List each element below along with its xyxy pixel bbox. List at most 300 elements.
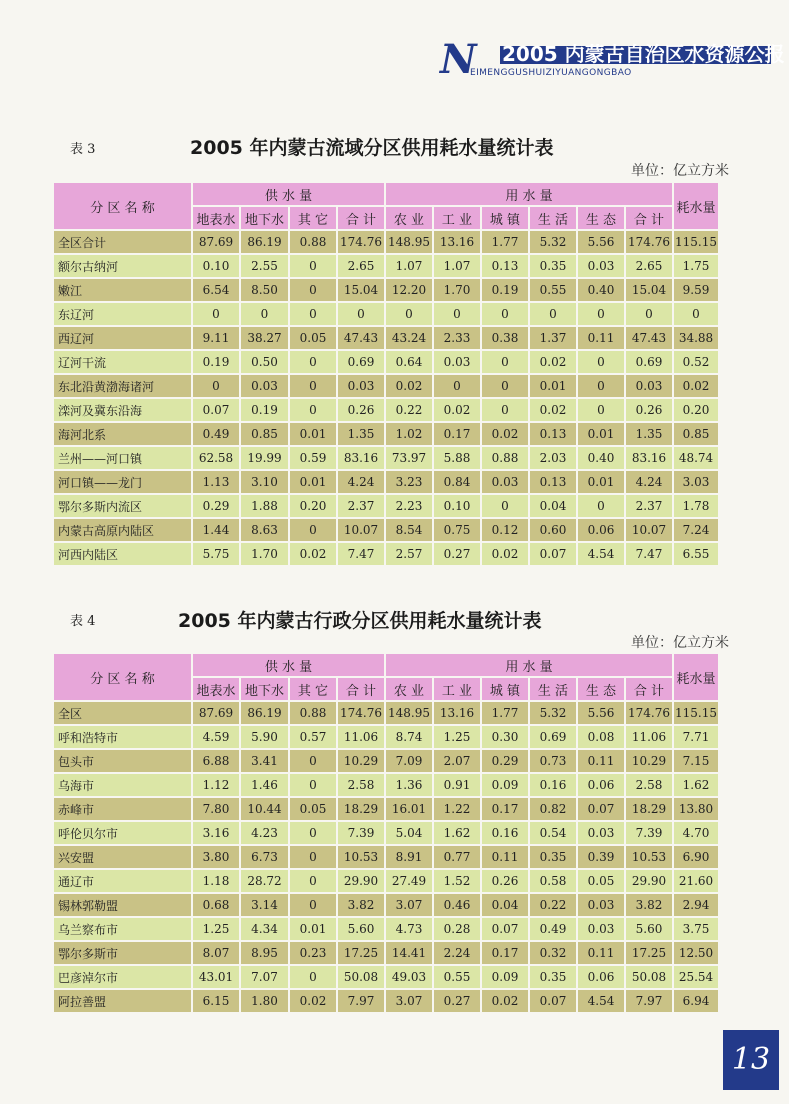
table-cell: 0.19 [193, 351, 239, 373]
table-cell: 2.58 [338, 774, 384, 796]
table-cell: 0.08 [578, 726, 624, 748]
table-cell: 0.03 [434, 351, 480, 373]
table-cell: 5.90 [241, 726, 288, 748]
table-cell: 0.19 [241, 399, 288, 421]
table-cell: 0.77 [434, 846, 480, 868]
table-cell: 6.55 [674, 543, 718, 565]
table-row [54, 942, 718, 964]
table-cell: 0.10 [434, 495, 480, 517]
table-cell: 47.43 [338, 327, 384, 349]
table-cell: 7.09 [386, 750, 432, 772]
table-cell: 0.02 [290, 990, 336, 1012]
table-cell: 0.09 [482, 966, 528, 988]
table-row [54, 423, 718, 445]
table-cell: 0 [578, 303, 624, 325]
table-cell: 48.74 [674, 447, 718, 469]
table-cell: 1.36 [386, 774, 432, 796]
table-cell: 0.11 [578, 942, 624, 964]
table-cell: 0.03 [338, 375, 384, 397]
table-cell: 5.75 [193, 543, 239, 565]
table-row [54, 255, 718, 277]
table-cell: 0.88 [290, 231, 336, 253]
table-cell: 6.73 [241, 846, 288, 868]
table-cell: 1.78 [674, 495, 718, 517]
row-region-name: 包头市 [54, 750, 191, 772]
table-cell: 0.49 [193, 423, 239, 445]
table-cell: 0.16 [530, 774, 576, 796]
table-cell: 2.94 [674, 894, 718, 916]
table-cell: 8.95 [241, 942, 288, 964]
row-region-name: 兰州——河口镇 [54, 447, 191, 469]
table-cell: 0.22 [386, 399, 432, 421]
col-header-use: 生 活 [530, 207, 576, 229]
table-cell: 0.35 [530, 846, 576, 868]
table-row [54, 375, 718, 397]
table-cell: 1.70 [241, 543, 288, 565]
col-header-supply: 地表水 [193, 678, 239, 700]
table-row [54, 327, 718, 349]
table-cell: 1.88 [241, 495, 288, 517]
table-cell: 3.82 [626, 894, 672, 916]
table-cell: 0 [386, 303, 432, 325]
table-cell: 0.11 [578, 750, 624, 772]
table-cell: 0.06 [578, 966, 624, 988]
table-cell: 0.82 [530, 798, 576, 820]
table-cell: 0.55 [530, 279, 576, 301]
table-cell: 0.07 [193, 399, 239, 421]
table-cell: 0 [290, 966, 336, 988]
table-cell: 34.88 [674, 327, 718, 349]
table-row [54, 894, 718, 916]
row-region-name: 巴彦淖尔市 [54, 966, 191, 988]
table-cell: 11.06 [338, 726, 384, 748]
col-header-region-name: 分 区 名 称 [54, 654, 191, 700]
table-cell: 0.52 [674, 351, 718, 373]
table-cell: 6.15 [193, 990, 239, 1012]
table-cell: 50.08 [338, 966, 384, 988]
col-header-use: 农 业 [386, 678, 432, 700]
table-cell: 0.05 [578, 870, 624, 892]
row-region-name: 滦河及冀东沿海 [54, 399, 191, 421]
table-cell: 1.07 [434, 255, 480, 277]
col-header-use: 城 镇 [482, 678, 528, 700]
table-cell: 6.54 [193, 279, 239, 301]
table-cell: 17.25 [338, 942, 384, 964]
table-cell: 6.94 [674, 990, 718, 1012]
table-cell: 2.23 [386, 495, 432, 517]
table-cell: 0.20 [674, 399, 718, 421]
table-cell: 27.49 [386, 870, 432, 892]
table-cell: 2.33 [434, 327, 480, 349]
table-cell: 0.60 [530, 519, 576, 541]
table-cell: 38.27 [241, 327, 288, 349]
table-cell: 4.54 [578, 990, 624, 1012]
table-cell: 0.49 [530, 918, 576, 940]
table-cell: 1.37 [530, 327, 576, 349]
table-cell: 7.07 [241, 966, 288, 988]
table-cell: 0 [338, 303, 384, 325]
table-cell: 8.50 [241, 279, 288, 301]
table-cell: 1.62 [434, 822, 480, 844]
table-cell: 17.25 [626, 942, 672, 964]
table-cell: 0 [290, 351, 336, 373]
row-region-name: 乌兰察布市 [54, 918, 191, 940]
table-cell: 2.57 [386, 543, 432, 565]
table-cell: 0 [290, 894, 336, 916]
table-cell: 148.95 [386, 231, 432, 253]
table-cell: 3.82 [338, 894, 384, 916]
table-cell: 3.16 [193, 822, 239, 844]
table-cell: 47.43 [626, 327, 672, 349]
col-header-supply: 合 计 [338, 678, 384, 700]
table-cell: 5.32 [530, 231, 576, 253]
table-cell: 0 [578, 399, 624, 421]
table-cell: 0 [482, 351, 528, 373]
row-region-name: 嫩江 [54, 279, 191, 301]
table-cell: 0.01 [290, 423, 336, 445]
table3-flow-basin [52, 181, 720, 567]
table-cell: 1.70 [434, 279, 480, 301]
table-row [54, 702, 718, 724]
table-cell: 0.05 [290, 798, 336, 820]
table-cell: 0.88 [482, 447, 528, 469]
table-cell: 19.99 [241, 447, 288, 469]
table-row [54, 495, 718, 517]
table-cell: 0 [290, 846, 336, 868]
table-cell: 3.03 [674, 471, 718, 493]
table-cell: 10.44 [241, 798, 288, 820]
table-cell: 0.29 [482, 750, 528, 772]
table-cell: 0.20 [290, 495, 336, 517]
table-cell: 0.02 [482, 990, 528, 1012]
table-cell: 1.62 [674, 774, 718, 796]
table-cell: 10.07 [338, 519, 384, 541]
col-group-water-supply: 供 水 量 [193, 654, 384, 676]
table-cell: 0.73 [530, 750, 576, 772]
table-row [54, 447, 718, 469]
table-cell: 9.11 [193, 327, 239, 349]
col-header-use: 工 业 [434, 207, 480, 229]
table-cell: 0.19 [482, 279, 528, 301]
table-cell: 115.15 [674, 231, 718, 253]
table-cell: 12.50 [674, 942, 718, 964]
table-cell: 0.13 [530, 471, 576, 493]
table-cell: 1.07 [386, 255, 432, 277]
table-cell: 3.23 [386, 471, 432, 493]
table-cell: 13.16 [434, 702, 480, 724]
table-cell: 11.06 [626, 726, 672, 748]
table-cell: 0 [434, 303, 480, 325]
col-header-supply: 合 计 [338, 207, 384, 229]
table-cell: 14.41 [386, 942, 432, 964]
table-cell: 4.23 [241, 822, 288, 844]
table-cell: 1.12 [193, 774, 239, 796]
table-cell: 7.97 [338, 990, 384, 1012]
row-region-name: 东北沿黄渤海诸河 [54, 375, 191, 397]
table-cell: 0 [578, 351, 624, 373]
table-cell: 0.07 [578, 798, 624, 820]
table-cell: 16.01 [386, 798, 432, 820]
table-cell: 7.39 [626, 822, 672, 844]
table-row [54, 726, 718, 748]
table-row [54, 231, 718, 253]
table-cell: 0 [482, 495, 528, 517]
table-cell: 0 [290, 399, 336, 421]
table-cell: 4.59 [193, 726, 239, 748]
table-cell: 12.20 [386, 279, 432, 301]
publication-header [440, 38, 789, 88]
table-cell: 1.25 [193, 918, 239, 940]
table-row [54, 750, 718, 772]
row-region-name: 赤峰市 [54, 798, 191, 820]
table-cell: 0.26 [338, 399, 384, 421]
table-cell: 0.03 [626, 375, 672, 397]
table-row [54, 399, 718, 421]
table-cell: 0.17 [434, 423, 480, 445]
table-cell: 0.55 [434, 966, 480, 988]
col-group-water-supply: 供 水 量 [193, 183, 384, 205]
table-cell: 15.04 [626, 279, 672, 301]
table-cell: 0.01 [578, 423, 624, 445]
table-cell: 1.52 [434, 870, 480, 892]
row-region-name: 阿拉善盟 [54, 990, 191, 1012]
table-cell: 0.91 [434, 774, 480, 796]
table-cell: 1.75 [674, 255, 718, 277]
table-cell: 8.63 [241, 519, 288, 541]
col-header-supply: 其 它 [290, 207, 336, 229]
table-cell: 62.58 [193, 447, 239, 469]
table-cell: 2.58 [626, 774, 672, 796]
table-cell: 7.97 [626, 990, 672, 1012]
table-cell: 174.76 [626, 702, 672, 724]
col-header-water-consumption: 耗水量 [674, 654, 718, 700]
table-cell: 83.16 [338, 447, 384, 469]
table-row [54, 774, 718, 796]
table-cell: 0.02 [530, 351, 576, 373]
table-cell: 21.60 [674, 870, 718, 892]
table-cell: 0.06 [578, 519, 624, 541]
row-region-name: 呼和浩特市 [54, 726, 191, 748]
row-region-name: 鄂尔多斯市 [54, 942, 191, 964]
table3-label: 表 3 [70, 142, 96, 157]
table-cell: 28.72 [241, 870, 288, 892]
table-cell: 0 [193, 375, 239, 397]
row-region-name: 海河北系 [54, 423, 191, 445]
table-cell: 0.07 [530, 990, 576, 1012]
table-cell: 0.02 [290, 543, 336, 565]
table-cell: 0.16 [482, 822, 528, 844]
row-region-name: 辽河干流 [54, 351, 191, 373]
table-cell: 0.06 [578, 774, 624, 796]
table-cell: 3.07 [386, 894, 432, 916]
col-header-region-name: 分 区 名 称 [54, 183, 191, 229]
table-cell: 0.03 [578, 894, 624, 916]
table-cell: 86.19 [241, 702, 288, 724]
table-cell: 43.01 [193, 966, 239, 988]
table-cell: 0.27 [434, 543, 480, 565]
table-cell: 0.75 [434, 519, 480, 541]
table-cell: 2.03 [530, 447, 576, 469]
table-cell: 10.53 [338, 846, 384, 868]
table-cell: 0.02 [434, 399, 480, 421]
table-cell: 0.69 [626, 351, 672, 373]
table-cell: 0.64 [386, 351, 432, 373]
col-header-supply: 地下水 [241, 678, 288, 700]
table3-title: 2005 年内蒙古流域分区供用耗水量统计表 [190, 137, 554, 159]
table-cell: 0.54 [530, 822, 576, 844]
col-header-supply: 地表水 [193, 207, 239, 229]
table4-title: 2005 年内蒙古行政分区供用耗水量统计表 [178, 610, 542, 632]
row-region-name: 呼伦贝尔市 [54, 822, 191, 844]
table-cell: 0 [578, 375, 624, 397]
table-cell: 1.02 [386, 423, 432, 445]
table-cell: 0.03 [241, 375, 288, 397]
table-cell: 0 [290, 303, 336, 325]
table-cell: 0.17 [482, 798, 528, 820]
table-cell: 0.29 [193, 495, 239, 517]
table-cell: 0.26 [626, 399, 672, 421]
table-cell: 29.90 [626, 870, 672, 892]
table-cell: 3.07 [386, 990, 432, 1012]
table-cell: 1.35 [338, 423, 384, 445]
col-header-supply: 其 它 [290, 678, 336, 700]
table-cell: 0.11 [578, 327, 624, 349]
table-row [54, 966, 718, 988]
table-row [54, 279, 718, 301]
table-cell: 0.38 [482, 327, 528, 349]
table-cell: 5.04 [386, 822, 432, 844]
table-cell: 1.77 [482, 702, 528, 724]
header-subtitle: EIMENGGUSHUIZIYUANGONGBAO [470, 68, 632, 78]
table-cell: 2.24 [434, 942, 480, 964]
table-cell: 115.15 [674, 702, 718, 724]
table-cell: 2.65 [626, 255, 672, 277]
table-cell: 5.56 [578, 702, 624, 724]
table-cell: 5.88 [434, 447, 480, 469]
table-cell: 8.07 [193, 942, 239, 964]
table-cell: 2.37 [626, 495, 672, 517]
table-cell: 43.24 [386, 327, 432, 349]
table-cell: 1.13 [193, 471, 239, 493]
col-header-use: 生 活 [530, 678, 576, 700]
table-cell: 7.47 [626, 543, 672, 565]
table-cell: 0.03 [578, 918, 624, 940]
table-cell: 0 [434, 375, 480, 397]
table-cell: 0 [530, 303, 576, 325]
table-cell: 0.02 [530, 399, 576, 421]
row-region-name: 乌海市 [54, 774, 191, 796]
table-cell: 29.90 [338, 870, 384, 892]
table-cell: 0 [674, 303, 718, 325]
table-cell: 8.91 [386, 846, 432, 868]
table-cell: 0.32 [530, 942, 576, 964]
table-cell: 0.35 [530, 966, 576, 988]
table-cell: 0.22 [530, 894, 576, 916]
table-cell: 4.24 [338, 471, 384, 493]
table-cell: 4.73 [386, 918, 432, 940]
table-cell: 0 [290, 279, 336, 301]
table-cell: 1.22 [434, 798, 480, 820]
table-cell: 15.04 [338, 279, 384, 301]
table-cell: 2.07 [434, 750, 480, 772]
table-cell: 0.09 [482, 774, 528, 796]
table-cell: 0.27 [434, 990, 480, 1012]
table-cell: 0.50 [241, 351, 288, 373]
table-cell: 7.15 [674, 750, 718, 772]
header-logo-letter: N [440, 36, 477, 83]
table-cell: 5.60 [338, 918, 384, 940]
table-cell: 13.80 [674, 798, 718, 820]
table-row [54, 846, 718, 868]
page-number: 13 [723, 1030, 779, 1090]
col-header-use: 合 计 [626, 678, 672, 700]
table-cell: 0.03 [578, 255, 624, 277]
table-cell: 0 [290, 774, 336, 796]
table-cell: 0.07 [530, 543, 576, 565]
table-row [54, 351, 718, 373]
table-cell: 3.41 [241, 750, 288, 772]
table-cell: 0.01 [290, 471, 336, 493]
col-group-water-use: 用 水 量 [386, 183, 672, 205]
table-cell: 1.44 [193, 519, 239, 541]
table-cell: 6.88 [193, 750, 239, 772]
row-region-name: 额尔古纳河 [54, 255, 191, 277]
table-cell: 0.40 [578, 279, 624, 301]
table-cell: 4.70 [674, 822, 718, 844]
table-cell: 83.16 [626, 447, 672, 469]
table-cell: 0.59 [290, 447, 336, 469]
table-cell: 174.76 [338, 702, 384, 724]
table-cell: 0.85 [674, 423, 718, 445]
row-region-name: 东辽河 [54, 303, 191, 325]
table-cell: 0.84 [434, 471, 480, 493]
row-region-name: 全区合计 [54, 231, 191, 253]
col-header-water-consumption: 耗水量 [674, 183, 718, 229]
table-cell: 0.03 [482, 471, 528, 493]
table-cell: 0 [290, 870, 336, 892]
table-cell: 7.39 [338, 822, 384, 844]
table-cell: 3.75 [674, 918, 718, 940]
table-cell: 87.69 [193, 231, 239, 253]
col-header-use: 生 态 [578, 207, 624, 229]
col-group-water-use: 用 水 量 [386, 654, 672, 676]
table-cell: 0.68 [193, 894, 239, 916]
table-cell: 0 [290, 375, 336, 397]
table-cell: 2.55 [241, 255, 288, 277]
row-region-name: 西辽河 [54, 327, 191, 349]
table4-admin-region [52, 652, 720, 1014]
table-cell: 0 [626, 303, 672, 325]
table-row [54, 870, 718, 892]
table-cell: 0.02 [674, 375, 718, 397]
table-cell: 10.29 [338, 750, 384, 772]
table-row [54, 519, 718, 541]
table-cell: 0 [290, 750, 336, 772]
table-row [54, 822, 718, 844]
table-row [54, 543, 718, 565]
table4-label: 表 4 [70, 614, 96, 629]
row-region-name: 全区 [54, 702, 191, 724]
table-cell: 0.01 [290, 918, 336, 940]
table-cell: 18.29 [626, 798, 672, 820]
table-cell: 0.40 [578, 447, 624, 469]
table-cell: 7.24 [674, 519, 718, 541]
row-region-name: 河西内陆区 [54, 543, 191, 565]
table-cell: 7.71 [674, 726, 718, 748]
table-cell: 86.19 [241, 231, 288, 253]
table-cell: 73.97 [386, 447, 432, 469]
table-cell: 10.07 [626, 519, 672, 541]
